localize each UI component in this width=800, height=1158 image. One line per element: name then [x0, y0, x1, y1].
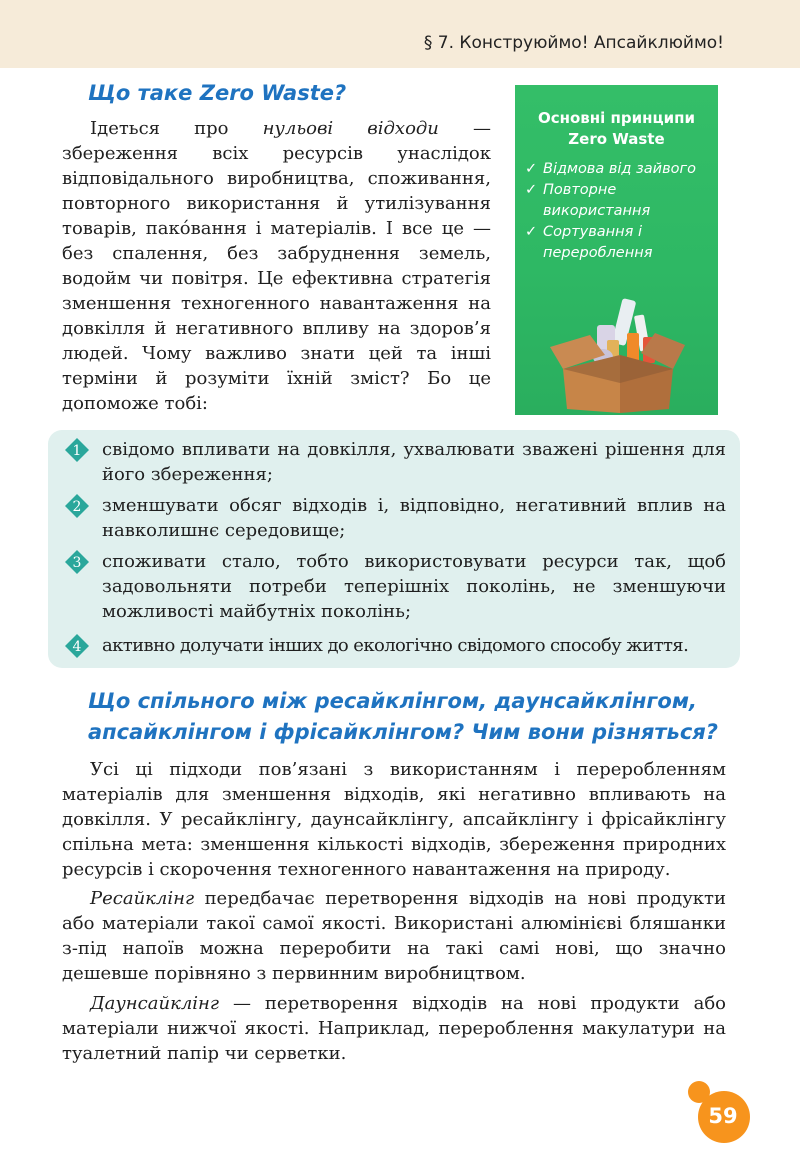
running-header-title: § 7. Конструюймо! Апсайклюймо!: [423, 33, 724, 53]
svg-text:1: 1: [72, 443, 82, 459]
benefit-item: споживати стало, тобто використовувати ресурси так, щоб задовольняти потреби теперішніх поколінь, не зменшуючи можливості майбутніх поколінь;: [102, 551, 726, 622]
principles-list: [525, 159, 715, 264]
number-bullet-icon: [64, 493, 90, 519]
svg-text:4: 4: [72, 639, 82, 655]
recycling-intro-paragraph: Усі ці підходи пов’язані з використанням і переробленням матеріалів для зменшення відходів, які негативно впливають на довкілля. У ресайклінгу, даунсайклінгу, апсайклінгу і фрісайклінгу спільна мета: зменшення кількості відходів, збереження природних ресурсів і скорочення техногенного навантаження на природу.: [62, 759, 726, 880]
check-icon: ✓: [525, 182, 538, 198]
principle-item: ✓ Сортування і перероблення: [525, 224, 653, 261]
zero-waste-paragraph: [62, 116, 491, 416]
recycling-paragraph: Ресайклінг передбачає перетворення відходів на нові продукти або матеріали такої самої якості. Використані алюмінієві бляшанки з-під напоїв можна переробити на такі самі нові, що значно дешевше порівняно з первинним виробництвом.: [62, 888, 726, 984]
principle-item: ✓ Відмова від зайвого: [525, 159, 715, 180]
number-bullet-icon: [64, 549, 90, 575]
lead-plain: Ідеться про: [90, 118, 263, 139]
term-recycling: Ресайклінг: [90, 888, 195, 909]
section-heading-zero-waste: Що таке Zero Waste?: [88, 81, 347, 105]
term-downcycling: Даунсайклінг: [90, 993, 219, 1014]
downcycling-paragraph: Даунсайклінг — перетворення відходів на нові продукти або матеріали нижчої якості. Наприклад, перероблення макулатури на туалетний папір чи серветки.: [62, 993, 726, 1064]
principle-item: ✓ Повторне використання: [525, 182, 651, 219]
term-zero-waste: нульові відходи: [262, 118, 439, 139]
check-icon: ✓: [525, 161, 538, 177]
number-bullet-icon: [64, 437, 90, 463]
svg-text:2: 2: [72, 499, 82, 515]
svg-text:3: 3: [72, 555, 82, 571]
zero-waste-principles-box: [515, 85, 718, 415]
check-icon: ✓: [525, 224, 538, 240]
paragraph-body: — збереження всіх ресурсів унаслідок відповідального виробництва, споживання, повторного використання й утилізування товарів, пако́вання і матеріалів. І все це — без спалення, без забруднення земель, водойм чи повітря. Це ефективна стратегія зменшення техногенного навантаження на довкілля й негативного впливу на здоров’я людей. Чому важливо знати цей та інші терміни й розуміти їхній зміст? Бо це допоможе тобі:: [62, 118, 491, 414]
number-bullet-icon: [64, 633, 90, 659]
benefit-item: активно долучати інших до екологічно свідомого способу життя.: [102, 635, 689, 656]
page-number: 59: [708, 1104, 738, 1128]
benefit-item: свідомо впливати на довкілля, ухвалювати зважені рішення для його збереження;: [102, 439, 726, 485]
principles-title: Основні принципи Zero Waste: [537, 109, 695, 148]
benefit-item: зменшувати обсяг відходів і, відповідно, негативний вплив на навколишнє середовище;: [102, 495, 726, 541]
section-heading-recycling: Що спільного між ресайклінгом, даунсайклінгом, апсайклінгом і фрісайклінгом? Чим вони різняться?: [88, 689, 718, 744]
cardboard-box-with-waste-illustration: [545, 285, 695, 415]
